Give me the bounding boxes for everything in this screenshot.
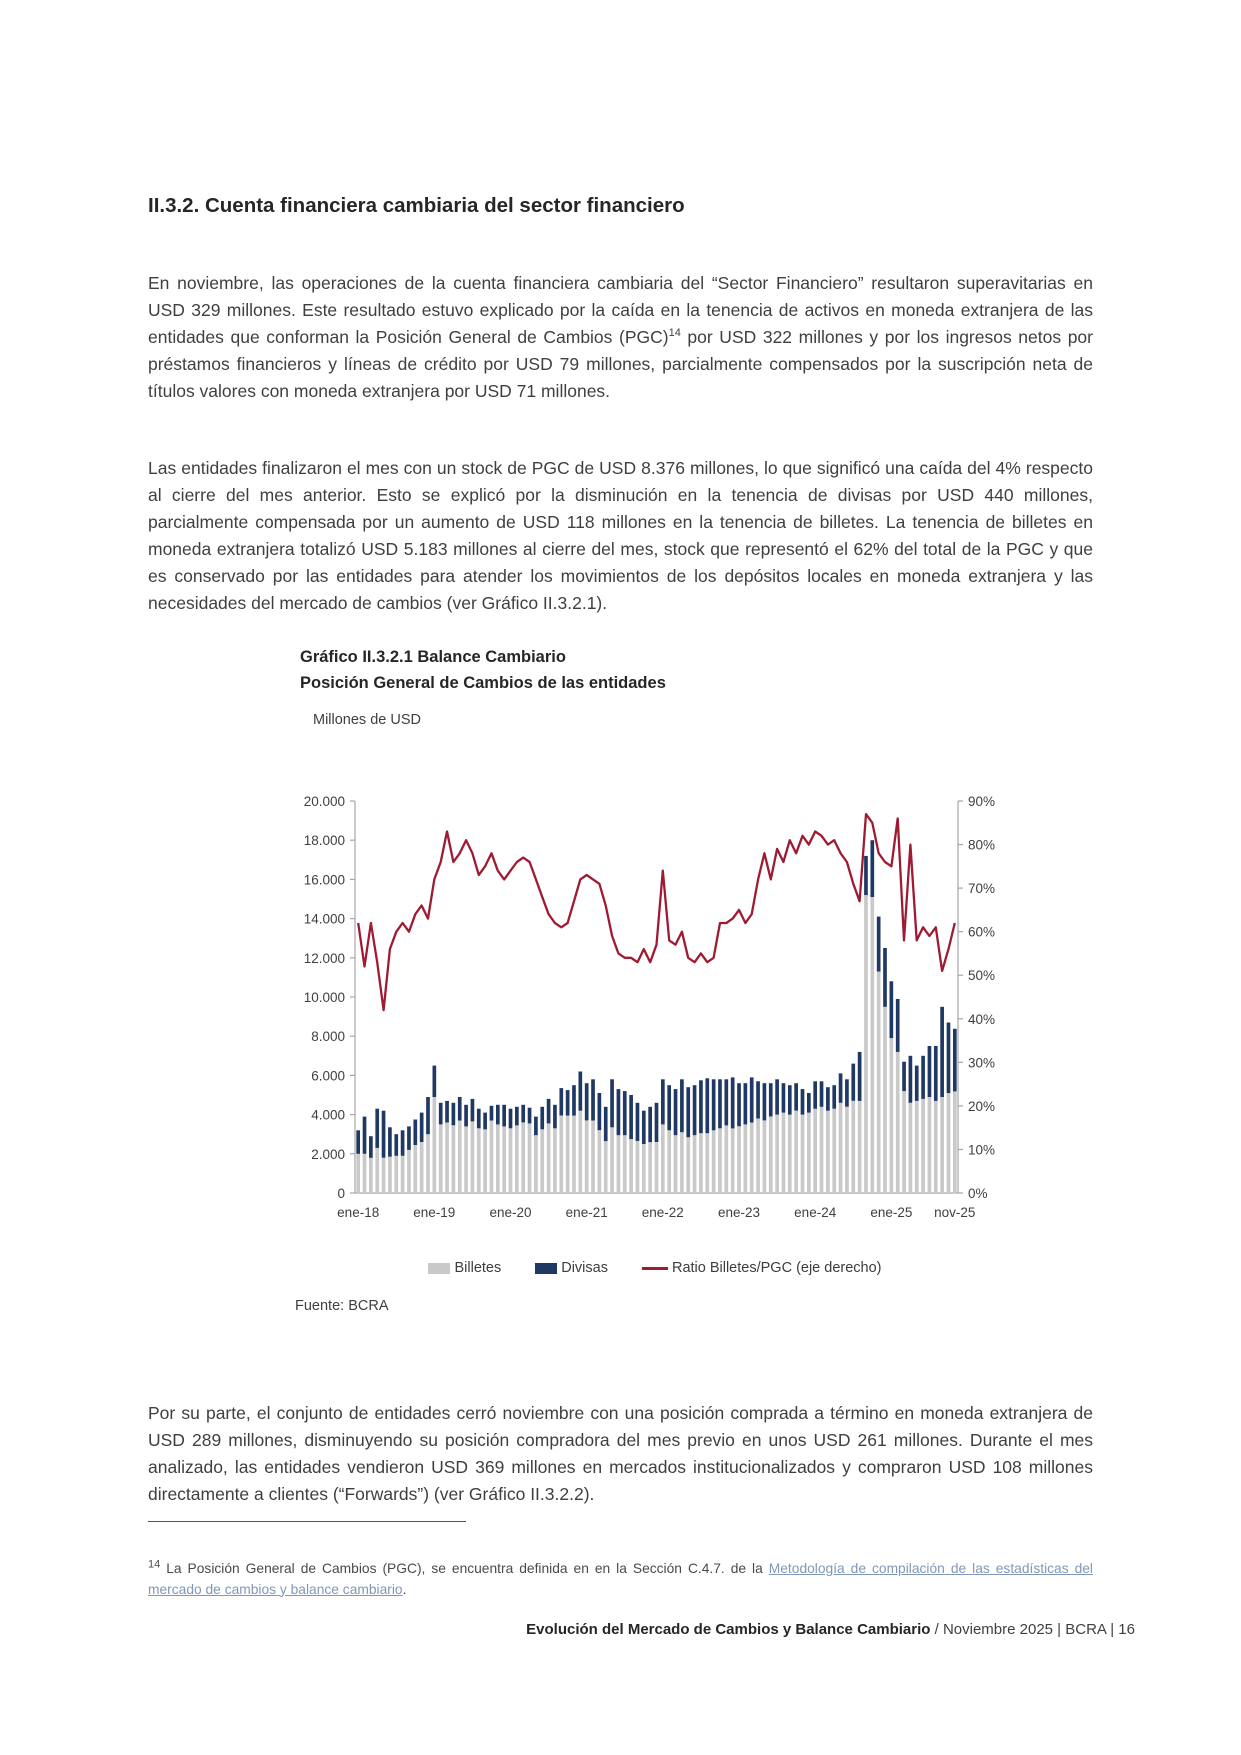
- svg-text:18.000: 18.000: [303, 833, 345, 849]
- footnote-14-reference: 14: [668, 326, 681, 339]
- svg-text:60%: 60%: [968, 924, 996, 940]
- svg-text:2.000: 2.000: [311, 1146, 345, 1162]
- svg-text:ene-18: ene-18: [337, 1205, 380, 1220]
- chart-title-line2: Posición General de Cambios de las entidades: [300, 674, 666, 692]
- legend-label-divisas: Divisas: [561, 1260, 608, 1276]
- legend-item-ratio: [642, 1260, 882, 1276]
- svg-text:70%: 70%: [968, 881, 996, 897]
- svg-text:0: 0: [337, 1186, 345, 1201]
- section-heading: II.3.2. Cuenta financiera cambiaria del sector financiero: [148, 194, 685, 217]
- svg-text:6.000: 6.000: [311, 1068, 345, 1084]
- svg-text:30%: 30%: [968, 1055, 996, 1071]
- ratio-line-swatch-icon: [642, 1267, 668, 1270]
- svg-text:ene-24: ene-24: [794, 1205, 837, 1220]
- footnote-separator-rule: [148, 1521, 466, 1522]
- chart-title-line1: Gráfico II.3.2.1 Balance Cambiario: [300, 648, 566, 666]
- legend-item-divisas: [535, 1260, 608, 1276]
- svg-text:ene-19: ene-19: [413, 1205, 456, 1220]
- paragraph-2: Las entidades finalizaron el mes con un stock de PGC de USD 8.376 millones, lo que significó una caída del 4% respecto al cierre del mes anterior. Esto se explicó por la disminución en la tenencia de divisas por USD 440 millones, parcialmente compensada por un aumento de USD 118 millones en la tenencia de billetes. La tenencia de billetes en moneda extranjera totalizó USD 5.183 millones al cierre del mes, stock que representó el 62% del total de la PGC y que es conservado por las entidades para atender los movimientos de los depósitos locales en moneda extranjera y las necesidades del mercado de cambios (ver Gráfico II.3.2.1).: [148, 457, 1093, 613]
- divisas-swatch-icon: [535, 1263, 557, 1274]
- footnote-14-text: La Posición General de Cambios (PGC), se encuentra definida en en la Sección C.4.7. de la: [160, 1560, 769, 1576]
- footnote-14: [148, 1558, 1093, 1600]
- svg-text:ene-21: ene-21: [565, 1205, 608, 1220]
- footnote-14-number: 14: [148, 1558, 161, 1571]
- legend-label-billetes: Billetes: [454, 1260, 502, 1276]
- svg-text:ene-23: ene-23: [717, 1205, 761, 1220]
- paragraph-3: Por su parte, el conjunto de entidades cerró noviembre con una posición comprada a término en moneda extranjera de USD 289 millones, disminuyendo su posición compradora del mes previo en unos USD 261 millones. Durante el mes analizado, las entidades vendieron USD 369 millones en mercados institucionalizados y compraron USD 108 millones directamente a clientes (“Forwards”) (ver Gráfico II.3.2.2).: [148, 1402, 1093, 1504]
- paragraph-1-continuation: por USD 322 millones y por los ingresos netos por préstamos financieros y líneas de crédito por USD 79 millones, parcialmente compensados por la suscripción neta de títulos valores con moneda extranjera por USD 71 millones.: [148, 326, 1093, 401]
- svg-text:ene-20: ene-20: [489, 1205, 532, 1220]
- chart-source: Fuente: BCRA: [295, 1298, 389, 1314]
- svg-text:10.000: 10.000: [303, 990, 345, 1005]
- svg-text:nov-25: nov-25: [934, 1205, 976, 1220]
- billetes-swatch-icon: [428, 1263, 450, 1274]
- paragraph-1: [148, 270, 1093, 405]
- svg-text:12.000: 12.000: [303, 950, 345, 966]
- footnote-metodologia-link[interactable]: Metodología de compilación de las estadísticas del mercado de cambios y balance cambiario: [148, 1560, 1093, 1597]
- pgc-stacked-bar-line-chart: [285, 753, 1025, 1253]
- svg-text:40%: 40%: [968, 1011, 996, 1027]
- svg-text:4.000: 4.000: [311, 1107, 345, 1123]
- footnote-14-text-end: .: [402, 1581, 407, 1597]
- page-footer: [526, 1621, 1135, 1638]
- svg-text:ene-22: ene-22: [641, 1205, 684, 1220]
- paragraph-1-text: En noviembre, las operaciones de la cuenta financiera cambiaria del “Sector Financiero” resultaron superavitarias en USD 329 millones. Este resultado estuvo explicado por la caída en la tenencia de activos en moneda extranjera de las entidades que conforman la Posición General de Cambios (PGC): [148, 272, 1093, 347]
- svg-text:20.000: 20.000: [303, 794, 345, 809]
- footer-report-title: Evolución del Mercado de Cambios y Balance Cambiario: [526, 1621, 931, 1638]
- legend-item-billetes: [428, 1260, 501, 1276]
- legend-label-ratio: Ratio Billetes/PGC (eje derecho): [671, 1260, 882, 1276]
- svg-text:8.000: 8.000: [311, 1029, 345, 1045]
- left-axis-unit-label: Millones de USD: [313, 712, 421, 728]
- svg-text:90%: 90%: [968, 794, 996, 809]
- footer-issue-and-page: / Noviembre 2025 | BCRA | 16: [930, 1621, 1135, 1638]
- svg-text:20%: 20%: [968, 1098, 996, 1114]
- svg-text:10%: 10%: [968, 1142, 996, 1158]
- svg-text:50%: 50%: [968, 968, 996, 984]
- svg-text:80%: 80%: [968, 837, 996, 853]
- chart-legend: [285, 1260, 1025, 1276]
- svg-text:ene-25: ene-25: [870, 1205, 913, 1220]
- svg-text:16.000: 16.000: [303, 872, 345, 888]
- balance-cambiario-chart: [285, 648, 1025, 1348]
- svg-text:0%: 0%: [968, 1186, 988, 1201]
- svg-text:14.000: 14.000: [303, 911, 345, 927]
